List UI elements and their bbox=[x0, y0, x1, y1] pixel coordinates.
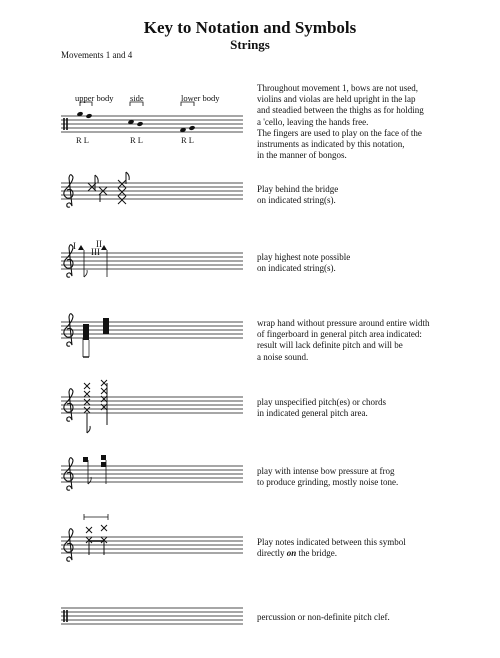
bracket-lower-body bbox=[181, 102, 194, 106]
staff-row-7 bbox=[61, 514, 243, 561]
staff-row-6 bbox=[61, 455, 243, 490]
bracket-side bbox=[130, 102, 143, 106]
pressure-square-2 bbox=[101, 455, 106, 460]
cluster-block-1 bbox=[83, 324, 89, 340]
description-behind-bridge: Play behind the bridge on indicated string(s). bbox=[257, 184, 339, 206]
staff-row-5 bbox=[61, 380, 243, 433]
string-label-iii: III bbox=[91, 247, 100, 257]
string-label-i: I bbox=[73, 241, 76, 251]
hand-label-2: R L bbox=[130, 135, 143, 145]
label-side: side bbox=[130, 93, 144, 103]
description-highest-note: play highest note possible on indicated string(s). bbox=[257, 252, 351, 274]
triangle-note-2 bbox=[101, 245, 107, 250]
description-percussion-clef: percussion or non-definite pitch clef. bbox=[257, 612, 390, 622]
pressure-square-3 bbox=[101, 462, 106, 467]
label-upper-body: upper body bbox=[75, 93, 114, 103]
description-unspecified-pitch: play unspecified pitch(es) or chords in indicated general pitch area. bbox=[257, 397, 386, 419]
description-wrap-hand: wrap hand without pressure around entire width of fingerboard in general pitch area indicated: result will lack definite pitch and will be a noise sound. bbox=[257, 318, 430, 362]
description-movement-1: Throughout movement 1, bows are not used, violins and violas are held upright in the lap and steadied between the thighs as for holding a 'cello, leaving the hands free. The fingers are used to play on the face of the instruments as indicated by this notation, in the manner of bongos. bbox=[257, 83, 424, 161]
staff-row-3 bbox=[61, 245, 243, 277]
staff-row-1 bbox=[61, 102, 243, 133]
triangle-note-1 bbox=[78, 245, 84, 250]
staff-row-8 bbox=[61, 608, 243, 624]
bracket-upper-body bbox=[80, 102, 92, 106]
page-title: Key to Notation and Symbols bbox=[143, 18, 357, 37]
description-bow-pressure: play with intense bow pressure at frog to produce grinding, mostly noise tone. bbox=[257, 466, 399, 488]
bridge-symbol-icon bbox=[84, 514, 108, 520]
staff-row-4 bbox=[61, 314, 243, 357]
hand-label-1: R L bbox=[76, 135, 89, 145]
hand-label-3: R L bbox=[181, 135, 194, 145]
string-label-ii: II bbox=[96, 239, 102, 249]
pressure-square-1 bbox=[83, 457, 88, 462]
page-subtitle: Strings bbox=[230, 37, 270, 52]
cluster-block-2 bbox=[103, 318, 109, 334]
label-lower-body: lower body bbox=[181, 93, 220, 103]
staff-row-2 bbox=[61, 172, 243, 207]
movements-label: Movements 1 and 4 bbox=[61, 50, 133, 60]
description-on-bridge: Play notes indicated between this symbol directly on the bridge. bbox=[257, 537, 406, 559]
